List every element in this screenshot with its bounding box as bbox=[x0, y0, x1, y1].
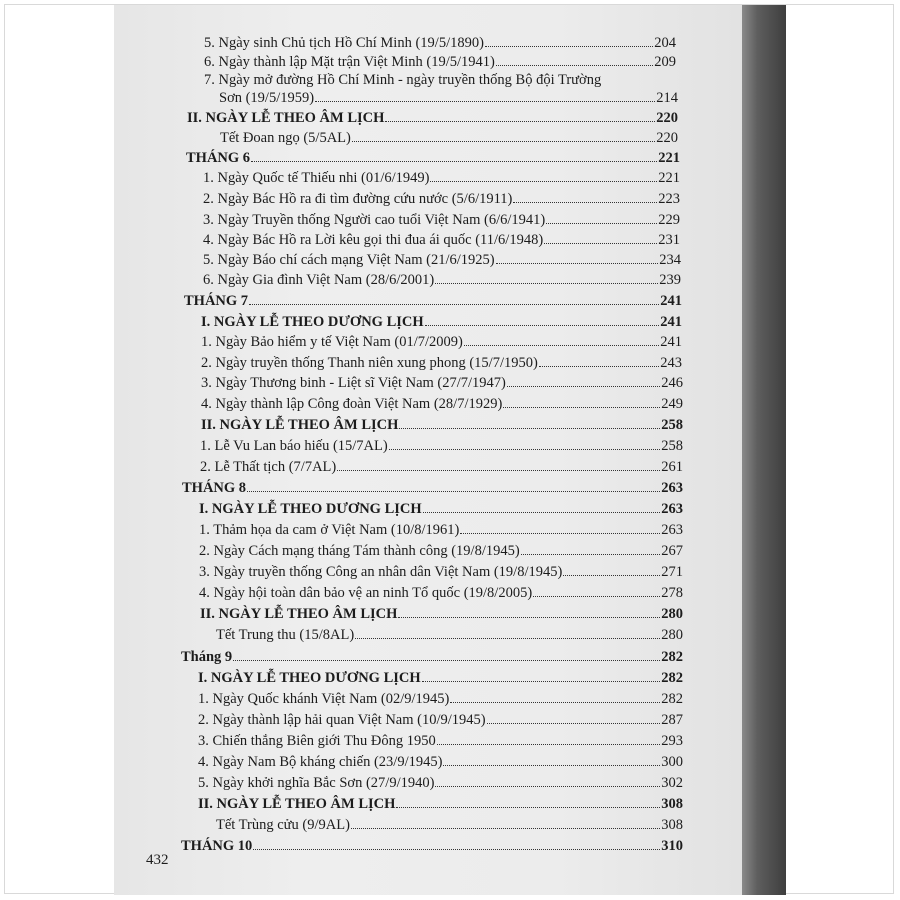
toc-entry-page: 249 bbox=[661, 396, 683, 412]
toc-entry-title: 4. Ngày Bác Hồ ra Lời kêu gọi thi đua ái quốc (11/6/1948) bbox=[203, 232, 544, 248]
toc-entry-title: 6. Ngày thành lập Mặt trận Việt Minh (19/5/1941) bbox=[204, 54, 495, 70]
toc-entry-page: 241 bbox=[660, 334, 682, 350]
toc-leader-dots bbox=[249, 300, 659, 305]
toc-entry-page: 308 bbox=[661, 796, 683, 812]
toc-section-heading bbox=[201, 415, 683, 435]
toc-entry-title: 5. Ngày Báo chí cách mạng Việt Nam (21/6/1925) bbox=[203, 252, 495, 268]
toc-entry-title: I. NGÀY LỄ THEO DƯƠNG LỊCH bbox=[201, 314, 424, 330]
toc-month-heading bbox=[181, 647, 683, 667]
toc-entry-title: 2. Ngày Bác Hồ ra đi tìm đường cứu nước (5/6/1911) bbox=[203, 191, 513, 207]
toc-entry-title: 3. Ngày Truyền thống Người cao tuổi Việt Nam (6/6/1941) bbox=[203, 212, 546, 228]
toc-leader-dots bbox=[430, 177, 657, 182]
toc-leader-dots bbox=[399, 424, 660, 429]
toc-leader-dots bbox=[496, 61, 653, 66]
toc-entry-page: 204 bbox=[654, 35, 676, 51]
toc-section-heading bbox=[198, 668, 683, 688]
toc-entry-page: 263 bbox=[661, 501, 683, 517]
toc-month-heading bbox=[181, 836, 683, 856]
toc-entry-title: THÁNG 6 bbox=[186, 150, 251, 166]
toc-entry bbox=[216, 625, 683, 645]
toc-leader-dots bbox=[503, 403, 660, 408]
toc-entry-page: 261 bbox=[661, 459, 683, 475]
toc-entry-page: 280 bbox=[661, 627, 683, 643]
toc-entry bbox=[203, 189, 680, 209]
toc-entry bbox=[219, 88, 678, 108]
toc-leader-dots bbox=[533, 592, 660, 597]
toc-leader-dots bbox=[521, 550, 661, 555]
toc-entry bbox=[201, 353, 682, 373]
toc-entry-title: Tháng 9 bbox=[181, 649, 233, 665]
toc-entry bbox=[201, 373, 683, 393]
toc-leader-dots bbox=[563, 571, 660, 576]
toc-entry-title: 2. Lễ Thất tịch (7/7AL) bbox=[200, 459, 337, 475]
toc-entry-title: 3. Ngày Thương binh - Liệt sĩ Việt Nam (27/7/1947) bbox=[201, 375, 506, 391]
toc-entry-title: 7. Ngày mở đường Hồ Chí Minh - ngày truyền thống Bộ đội Trường bbox=[204, 72, 602, 88]
toc-entry-title: 6. Ngày Gia đình Việt Nam (28/6/2001) bbox=[203, 272, 435, 288]
toc-entry-page: 209 bbox=[654, 54, 676, 70]
toc-entry-title: 2. Ngày truyền thống Thanh niên xung phong (15/7/1950) bbox=[201, 355, 538, 371]
toc-section-heading bbox=[198, 794, 683, 814]
toc-entry-page: 221 bbox=[658, 170, 680, 186]
toc-entry bbox=[204, 52, 676, 72]
toc-leader-dots bbox=[355, 634, 660, 639]
toc-entry bbox=[199, 562, 683, 582]
toc-entry-page: 220 bbox=[656, 130, 678, 146]
toc-entry-page: 263 bbox=[661, 480, 683, 496]
toc-leader-dots bbox=[507, 382, 660, 387]
toc-entry-page: 267 bbox=[661, 543, 683, 559]
toc-entry-title: THÁNG 10 bbox=[181, 838, 253, 854]
toc-section-heading bbox=[199, 499, 683, 519]
toc-entry-title: II. NGÀY LỄ THEO ÂM LỊCH bbox=[187, 110, 385, 126]
toc-entry-page: 282 bbox=[661, 649, 683, 665]
toc-leader-dots bbox=[443, 761, 660, 766]
toc-leader-dots bbox=[253, 845, 660, 850]
toc-entry-title: Tết Đoan ngọ (5/5AL) bbox=[220, 130, 351, 146]
toc-leader-dots bbox=[423, 508, 661, 513]
toc-entry bbox=[201, 394, 683, 414]
toc-entry-title: 2. Ngày thành lập hải quan Việt Nam (10/9/1945) bbox=[198, 712, 486, 728]
toc-month-heading bbox=[182, 478, 683, 498]
toc-entry-page: 243 bbox=[660, 355, 682, 371]
toc-entry bbox=[203, 168, 680, 188]
toc-leader-dots bbox=[396, 803, 660, 808]
toc-entry-title: 1. Ngày Bảo hiểm y tế Việt Nam (01/7/2009) bbox=[201, 334, 463, 350]
toc-entry-page: 263 bbox=[661, 522, 683, 538]
toc-leader-dots bbox=[496, 259, 659, 264]
toc-entry-page: 229 bbox=[658, 212, 680, 228]
toc-entry-page: 302 bbox=[661, 775, 683, 791]
toc-month-heading bbox=[184, 291, 682, 311]
toc-entry-title: 1. Ngày Quốc tế Thiếu nhi (01/6/1949) bbox=[203, 170, 430, 186]
toc-section-heading bbox=[200, 604, 683, 624]
toc-entry-page: 221 bbox=[658, 150, 680, 166]
toc-entry-page: 239 bbox=[659, 272, 681, 288]
toc-entry bbox=[201, 332, 682, 352]
toc-entry-page: 258 bbox=[661, 417, 683, 433]
toc-entry bbox=[198, 710, 683, 730]
toc-leader-dots bbox=[422, 677, 661, 682]
toc-leader-dots bbox=[450, 698, 660, 703]
toc-leader-dots bbox=[389, 445, 661, 450]
toc-entry bbox=[198, 773, 683, 793]
toc-entry-page: 223 bbox=[658, 191, 680, 207]
toc-entry-title: Tết Trùng cửu (9/9AL) bbox=[216, 817, 350, 833]
toc-leader-dots bbox=[435, 782, 660, 787]
toc-entry-title: 5. Ngày khởi nghĩa Bắc Sơn (27/9/1940) bbox=[198, 775, 435, 791]
toc-entry bbox=[198, 752, 683, 772]
toc-entry-page: 234 bbox=[659, 252, 681, 268]
toc-entry-title: II. NGÀY LỄ THEO ÂM LỊCH bbox=[198, 796, 396, 812]
toc-entry bbox=[203, 250, 681, 270]
toc-entry-title: 4. Ngày Nam Bộ kháng chiến (23/9/1945) bbox=[198, 754, 443, 770]
toc-entry-page: 246 bbox=[661, 375, 683, 391]
toc-entry-title: THÁNG 7 bbox=[184, 293, 249, 309]
page-number: 432 bbox=[146, 852, 169, 868]
toc-entry bbox=[199, 583, 683, 603]
toc-entry-page: 258 bbox=[661, 438, 683, 454]
toc-entry bbox=[203, 270, 681, 290]
toc-section-heading bbox=[201, 312, 682, 332]
toc-leader-dots bbox=[544, 239, 657, 244]
toc-leader-dots bbox=[337, 466, 660, 471]
toc-leader-dots bbox=[233, 656, 660, 661]
toc-entry-page: 271 bbox=[661, 564, 683, 580]
toc-leader-dots bbox=[437, 740, 660, 745]
toc-leader-dots bbox=[247, 487, 660, 492]
toc-leader-dots bbox=[351, 824, 660, 829]
toc-entry-title: I. NGÀY LỄ THEO DƯƠNG LỊCH bbox=[198, 670, 421, 686]
toc-entry bbox=[204, 33, 676, 53]
toc-entry bbox=[198, 689, 683, 709]
toc-entry-title: Sơn (19/5/1959) bbox=[219, 90, 315, 106]
toc-leader-dots bbox=[315, 97, 655, 102]
toc-leader-dots bbox=[352, 137, 655, 142]
toc-entry-page: 293 bbox=[661, 733, 683, 749]
toc-entry-page: 282 bbox=[661, 670, 683, 686]
toc-entry bbox=[216, 815, 683, 835]
toc-entry-page: 300 bbox=[661, 754, 683, 770]
toc-entry bbox=[200, 457, 683, 477]
toc-leader-dots bbox=[513, 198, 657, 203]
toc-leader-dots bbox=[487, 719, 661, 724]
toc-leader-dots bbox=[435, 279, 658, 284]
toc-entry-title: 1. Ngày Quốc khánh Việt Nam (02/9/1945) bbox=[198, 691, 450, 707]
toc-entry bbox=[198, 731, 683, 751]
toc-entry-title: 3. Ngày truyền thống Công an nhân dân Việt Nam (19/8/1945) bbox=[199, 564, 563, 580]
toc-entry-title: 3. Chiến thắng Biên giới Thu Đông 1950 bbox=[198, 733, 436, 749]
toc-leader-dots bbox=[385, 117, 655, 122]
toc-entry-title: THÁNG 8 bbox=[182, 480, 247, 496]
toc-leader-dots bbox=[539, 362, 659, 367]
toc-leader-dots bbox=[546, 219, 657, 224]
toc-entry-title: 1. Lễ Vu Lan báo hiếu (15/7AL) bbox=[200, 438, 388, 454]
toc-entry-title: Tết Trung thu (15/8AL) bbox=[216, 627, 355, 643]
toc-entry-title: 2. Ngày Cách mạng tháng Tám thành công (19/8/1945) bbox=[199, 543, 520, 559]
toc-entry-title: II. NGÀY LỄ THEO ÂM LỊCH bbox=[200, 606, 398, 622]
toc-entry bbox=[199, 541, 683, 561]
toc-entry-page: 214 bbox=[656, 90, 678, 106]
toc-leader-dots bbox=[251, 157, 657, 162]
toc-leader-dots bbox=[460, 529, 660, 534]
toc-entry-page: 231 bbox=[658, 232, 680, 248]
toc-entry-page: 220 bbox=[656, 110, 678, 126]
toc-entry-title: 1. Thảm họa da cam ở Việt Nam (10/8/1961) bbox=[199, 522, 460, 538]
toc-leader-dots bbox=[425, 321, 660, 326]
toc-entry-page: 287 bbox=[661, 712, 683, 728]
toc-entry-page: 282 bbox=[661, 691, 683, 707]
toc-entry-page: 310 bbox=[661, 838, 683, 854]
toc-entry-page: 241 bbox=[660, 314, 682, 330]
toc-entry-page: 308 bbox=[661, 817, 683, 833]
toc-entry bbox=[200, 436, 683, 456]
toc-entry-title: 5. Ngày sinh Chủ tịch Hồ Chí Minh (19/5/1890) bbox=[204, 35, 484, 51]
toc-entry-title: 4. Ngày hội toàn dân bảo vệ an ninh Tổ quốc (19/8/2005) bbox=[199, 585, 533, 601]
toc-entry-page: 241 bbox=[660, 293, 682, 309]
toc-month-heading bbox=[186, 148, 680, 168]
toc-entry bbox=[203, 230, 680, 250]
toc-leader-dots bbox=[485, 42, 653, 47]
toc-entry bbox=[199, 520, 683, 540]
toc-entry bbox=[203, 210, 680, 230]
toc-entry bbox=[220, 128, 678, 148]
toc-entry-title: II. NGÀY LỄ THEO ÂM LỊCH bbox=[201, 417, 399, 433]
toc-entry-title: I. NGÀY LỄ THEO DƯƠNG LỊCH bbox=[199, 501, 422, 517]
toc-entry-title: 4. Ngày thành lập Công đoàn Việt Nam (28/7/1929) bbox=[201, 396, 503, 412]
toc-leader-dots bbox=[464, 341, 659, 346]
toc-entry-page: 280 bbox=[661, 606, 683, 622]
toc-entry-page: 278 bbox=[661, 585, 683, 601]
toc-leader-dots bbox=[398, 613, 660, 618]
toc-section-heading bbox=[187, 108, 678, 128]
